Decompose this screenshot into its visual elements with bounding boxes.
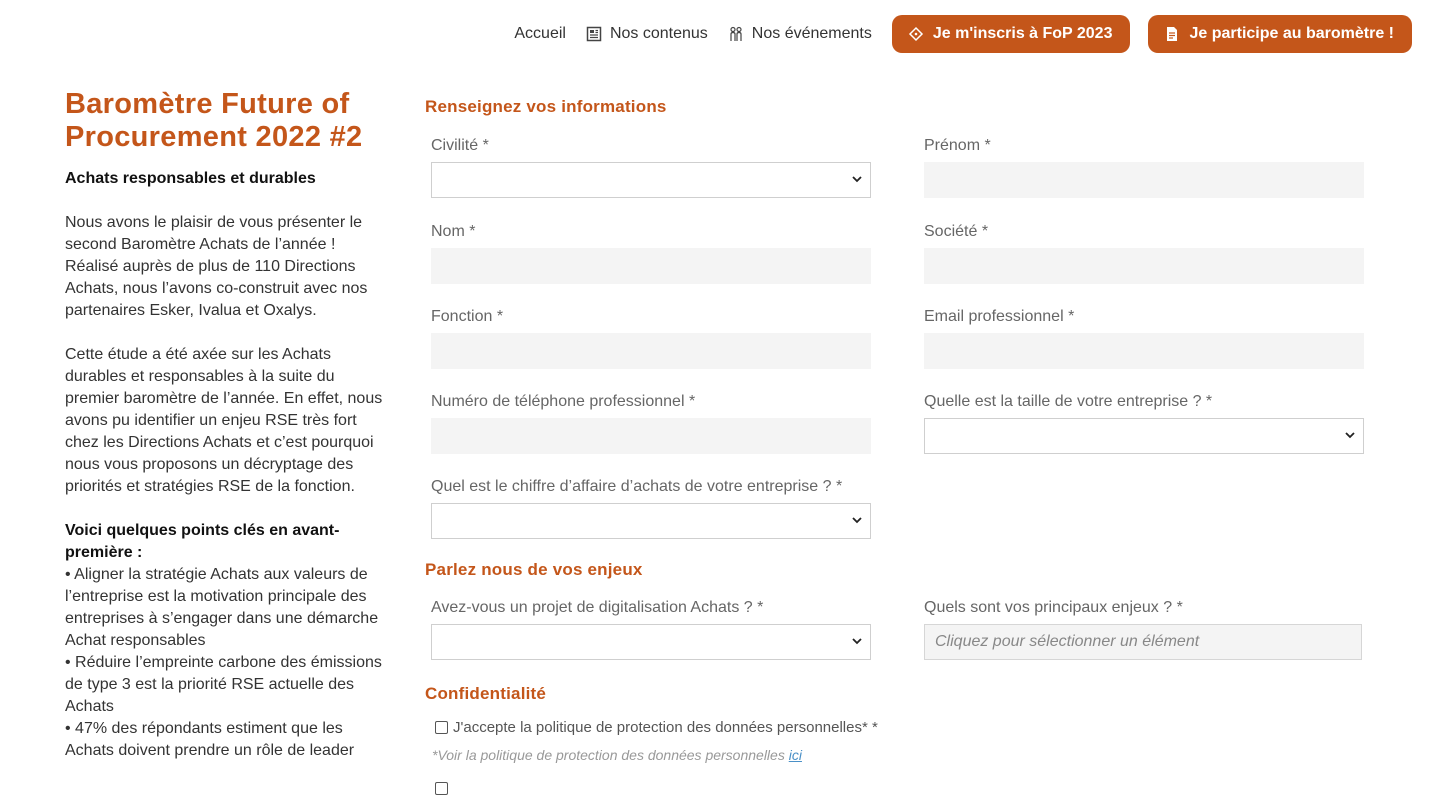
prenom-input[interactable] — [924, 162, 1364, 198]
keypoints-title: Voici quelques points clés en avant-première : — [65, 522, 340, 561]
section-info-title: Renseignez vos informations — [425, 97, 667, 116]
chiffre-label: Quel est le chiffre d’affaire d’achats de votre entreprise ? * — [431, 478, 843, 495]
telephone-label: Numéro de téléphone professionnel * — [431, 393, 696, 410]
newspaper-icon — [586, 26, 602, 42]
page-subtitle: Achats responsables et durables — [65, 170, 316, 187]
chiffre-select[interactable] — [431, 503, 871, 539]
register-fop-label: Je m'inscris à FoP 2023 — [932, 25, 1113, 42]
civilite-field — [431, 137, 871, 198]
email-label: Email professionnel * — [924, 308, 1075, 325]
section-confidentialite-title: Confidentialité — [425, 684, 547, 703]
intro-paragraph-2: Cette étude a été axée sur les Achats durables et responsables à la suite du premier baromètre de l’année. En effet, nous avons pu identifier un enjeu RSE très fort chez les Directions Achats et c’est pourquoi nous vous proposons un décryptage des priorités et stratégies RSE de la fonction. — [65, 346, 383, 495]
enjeux-multiselect[interactable]: Cliquez pour sélectionner un élément — [924, 624, 1362, 660]
nav-contents-link[interactable] — [586, 25, 708, 43]
people-icon — [728, 26, 744, 42]
privacy-policy-link[interactable]: ici — [788, 747, 802, 763]
taille-field — [924, 393, 1364, 454]
chevron-down-icon — [852, 636, 862, 646]
second-consent-checkbox[interactable] — [435, 782, 448, 795]
privacy-consent-checkbox[interactable] — [435, 721, 448, 734]
privacy-note-text: *Voir la politique de protection des données personnelles — [432, 747, 789, 763]
nav-home-link[interactable] — [514, 25, 566, 43]
telephone-field — [431, 393, 871, 454]
nav-events-label: Nos événements — [751, 25, 872, 42]
digitalisation-label: Avez-vous un projet de digitalisation Achats ? * — [431, 599, 764, 616]
page-title: Baromètre Future of Procurement 2022 #2 — [65, 88, 363, 153]
second-consent — [435, 782, 453, 795]
privacy-note — [432, 747, 802, 763]
nav-contents-label: Nos contenus — [609, 25, 708, 42]
participate-barometer-label: Je participe au baromètre ! — [1189, 25, 1394, 42]
intro-paragraph-1: Nous avons le plaisir de vous présenter le second Baromètre Achats de l’année ! Réalisé auprès de plus de 110 Directions Achats, nous l’avons co-construit avec nos partenaires Esker, Ivalua et Oxalys. — [65, 214, 368, 319]
top-navigation — [514, 14, 1412, 54]
enjeux-label: Quels sont vos principaux enjeux ? * — [924, 599, 1183, 616]
ticket-icon — [908, 26, 924, 42]
societe-label: Société * — [924, 223, 989, 240]
intro-column — [65, 88, 383, 762]
fonction-label: Fonction * — [431, 308, 504, 325]
civilite-select[interactable] — [431, 162, 871, 198]
participate-barometer-button[interactable] — [1148, 15, 1412, 53]
chiffre-field — [431, 478, 871, 539]
document-icon — [1164, 26, 1180, 42]
digitalisation-select[interactable] — [431, 624, 871, 660]
nom-input[interactable] — [431, 248, 871, 284]
keypoint-item: • Réduire l’empreinte carbone des émissions de type 3 est la priorité RSE actuelle des Achats — [65, 654, 382, 715]
nav-home-label: Accueil — [514, 25, 566, 42]
nav-events-link[interactable] — [728, 25, 872, 43]
nom-field — [431, 223, 871, 284]
register-fop-button[interactable] — [892, 15, 1131, 53]
enjeux-field — [924, 599, 1362, 660]
email-field — [924, 308, 1364, 369]
keypoint-item: • 47% des répondants estiment que les Achats doivent prendre un rôle de leader — [65, 720, 355, 759]
societe-field — [924, 223, 1364, 284]
fonction-field — [431, 308, 871, 369]
privacy-consent-label: J'accepte la politique de protection des données personnelles* * — [453, 719, 878, 736]
chevron-down-icon — [1345, 430, 1355, 440]
privacy-consent — [435, 719, 878, 736]
taille-label: Quelle est la taille de votre entreprise ? * — [924, 393, 1213, 410]
societe-input[interactable] — [924, 248, 1364, 284]
digitalisation-field — [431, 599, 871, 660]
civilite-label: Civilité * — [431, 137, 489, 154]
prenom-field — [924, 137, 1364, 198]
taille-select[interactable] — [924, 418, 1364, 454]
fonction-input[interactable] — [431, 333, 871, 369]
keypoint-item: • Aligner la stratégie Achats aux valeurs de l’entreprise est la motivation principale des entreprises à s’engager dans une démarche Achat responsables — [65, 566, 379, 649]
prenom-label: Prénom * — [924, 137, 991, 154]
chevron-down-icon — [852, 174, 862, 184]
nom-label: Nom * — [431, 223, 476, 240]
telephone-input[interactable] — [431, 418, 871, 454]
section-enjeux-title: Parlez nous de vos enjeux — [425, 560, 643, 579]
chevron-down-icon — [852, 515, 862, 525]
email-input[interactable] — [924, 333, 1364, 369]
